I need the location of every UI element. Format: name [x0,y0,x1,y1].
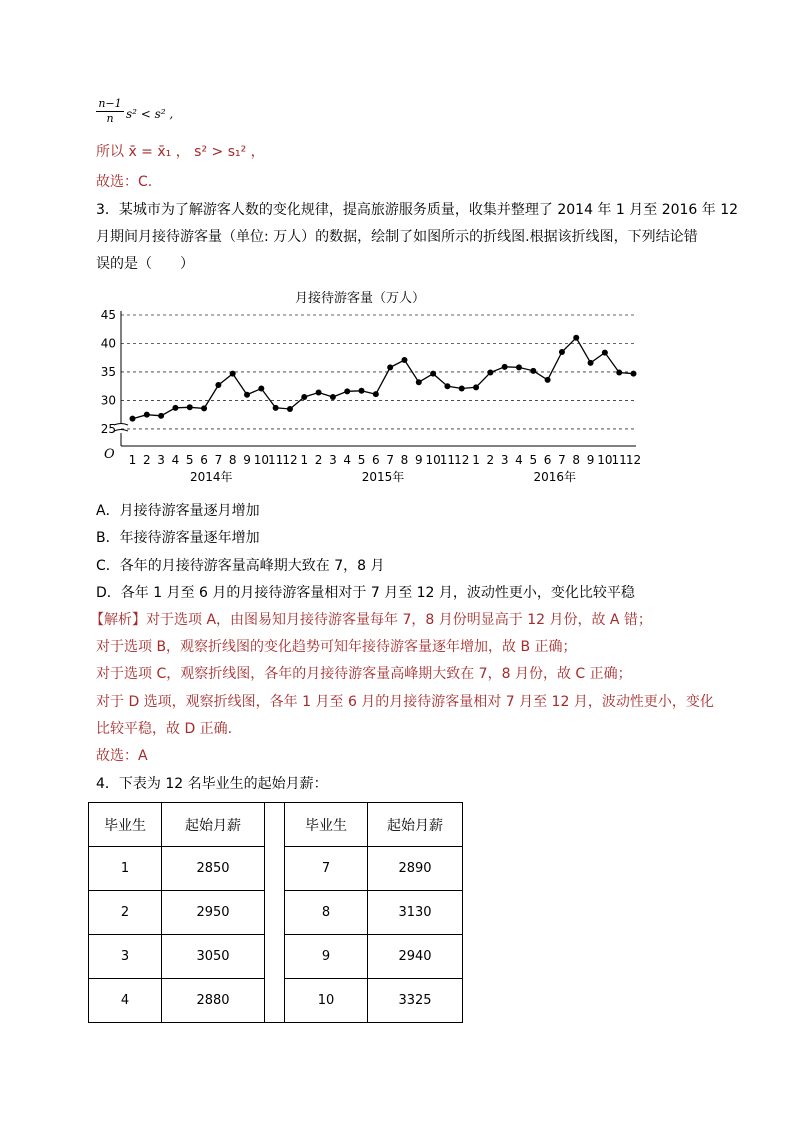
q3-stem-line2: 月期间月接待游客量（单位: 万人）的数据，绘制了如图所示的折线图.根据该折线图，下列结论错 [96,229,698,245]
x-tick-label: 7 [214,453,223,467]
q3-answer: 故选：A [96,748,148,764]
table-gap [265,803,285,1023]
x-tick-label: 10 [597,453,613,467]
q4-stem: 4．下表为 12 名毕业生的起始月薪： [96,776,328,792]
data-point [273,405,279,411]
series-line [133,338,634,419]
x-tick-label: 7 [558,453,566,467]
table-cell: 3050 [162,935,265,979]
data-point [244,392,250,398]
solution-line2: 对于选项 B，观察折线图的变化趋势可知年接待游客量逐年增加，故 B 正确； [96,639,577,655]
option-a: A．月接待游客量逐月增加 [96,503,260,519]
x-tick-label: 2 [314,453,323,467]
solution-tag: 【解析】 [90,612,146,628]
data-point [530,368,536,374]
data-point [473,384,479,390]
data-point [559,349,565,355]
x-tick-label: 1 [472,453,480,467]
fraction-numerator: n−1 [96,97,124,112]
table-cell: 2890 [368,847,463,891]
x-tick-label: 8 [572,453,581,467]
solution-line3: 对于选项 C，观察折线图，各年的月接待游客量高峰期大致在 7，8 月份，故 C 正确； [96,666,632,682]
x-tick-label: 4 [343,453,352,467]
data-point [502,364,508,370]
data-point [401,357,407,363]
table-cell: 4 [89,979,162,1023]
salary-table [88,802,463,1023]
x-tick-label: 11 [611,453,627,467]
data-point [187,404,193,410]
table-cell: 2 [89,891,162,935]
table-cell: 3130 [368,891,463,935]
q3-stem-line1: 3．某城市为了解游客人数的变化规律，提高旅游服务质量，收集并整理了 2014 年 1 月至 2016 年 12 [96,202,739,218]
fraction-denominator: n [106,112,114,125]
header-salary-1: 起始月薪 [162,803,265,847]
x-tick-label: 8 [400,453,409,467]
data-point [344,388,350,394]
data-point [602,350,608,356]
y-tick-label: 45 [100,308,116,322]
x-tick-label: 10 [425,453,441,467]
x-tick-label: 12 [625,453,642,467]
line-chart [96,283,656,488]
header-graduate-1: 毕业生 [89,803,162,847]
option-d: D．各年 1 月至 6 月的月接待游客量相对于 7 月至 12 月，波动性更小，变化比较平稳 [96,585,635,601]
x-tick-label: 6 [372,453,380,467]
table-cell: 3325 [368,979,463,1023]
axis-break-mark [114,430,128,432]
conclusion-line: 所以 x̄ = x̄₁ ， s² > s₁² ， [96,144,265,160]
chart-title: 月接待游客量（万人） [294,291,426,306]
data-point [130,416,136,422]
fraction-n-minus-1-over-n [96,97,124,126]
table-cell: 3 [89,935,162,979]
x-tick-label: 2 [486,453,495,467]
x-tick-label: 3 [329,453,337,467]
data-point [230,371,236,377]
table-cell: 2880 [162,979,265,1023]
data-point [330,394,336,400]
x-tick-label: 6 [200,453,208,467]
y-tick-label: 40 [100,336,116,351]
data-point [387,364,393,370]
x-tick-label: 5 [185,453,194,467]
y-tick-label: 30 [100,393,116,408]
x-tick-label: 8 [228,453,237,467]
x-tick-label: 4 [171,453,180,467]
option-b: B．年接待游客量逐年增加 [96,530,260,546]
x-tick-label: 2 [142,453,151,467]
year-label: 2016年 [533,470,577,484]
data-point [301,394,307,400]
year-label: 2015年 [361,470,405,484]
data-point [444,383,450,389]
q3-stem-line3: 误的是（ ） [96,256,194,272]
header-graduate-2: 毕业生 [285,803,368,847]
x-tick-label: 5 [529,453,538,467]
y-tick-label: 35 [100,364,116,379]
table-cell: 2950 [162,891,265,935]
table-cell: 8 [285,891,368,935]
x-tick-label: 11 [268,453,284,467]
origin-label: O [104,447,115,462]
x-tick-label: 4 [515,453,523,467]
header-salary-2: 起始月薪 [368,803,463,847]
data-point [573,335,579,341]
table-cell: 1 [89,847,162,891]
data-point [373,391,379,397]
table-cell: 2940 [368,935,463,979]
option-c: C．各年的月接待游客量高峰期大致在 7，8 月 [96,558,385,574]
x-tick-label: 10 [253,453,269,467]
data-point [616,370,622,376]
data-point [258,385,264,391]
y-tick-label: 25 [100,421,116,436]
x-tick-label: 6 [543,453,552,467]
x-tick-label: 1 [300,453,309,467]
x-tick-label: 9 [414,453,423,467]
axis-break-mark [114,424,128,426]
inequality-text: s² < s² , [126,107,174,121]
data-point [316,389,322,395]
solution-text1: 对于选项 A，由图易知月接待游客量每年 7，8 月份明显高于 12 月份，故 A 错； [146,612,652,628]
data-point [172,405,178,411]
data-point [144,412,150,418]
data-point [201,405,207,411]
prev-answer: 故选：C. [96,174,153,190]
x-tick-label: 1 [128,453,137,467]
solution-line1 [90,610,652,630]
table-cell: 2850 [162,847,265,891]
data-point [516,364,522,370]
x-tick-label: 12 [282,453,298,467]
x-tick-label: 9 [243,453,251,467]
data-point [287,406,293,412]
table-cell: 9 [285,935,368,979]
x-tick-label: 9 [586,453,595,467]
x-tick-label: 3 [157,453,165,467]
year-label: 2014年 [189,470,233,484]
data-point [545,377,551,383]
table-cell: 10 [285,979,368,1023]
x-tick-label: 11 [439,453,456,467]
data-point [487,370,493,376]
data-point [416,379,422,385]
data-point [631,371,637,377]
solution-line4: 对于 D 选项，观察折线图，各年 1 月至 6 月的月接待游客量相对 7 月至 12 月，波动性更小，变化 [96,694,714,710]
data-point [430,371,436,377]
data-point [158,413,164,419]
table-cell: 7 [285,847,368,891]
x-tick-label: 7 [386,453,394,467]
x-tick-label: 12 [454,453,470,467]
table-header-row [89,803,463,847]
data-point [588,360,594,366]
x-tick-label: 5 [357,453,366,467]
solution-line5: 比较平稳，故 D 正确. [96,721,233,737]
data-point [215,382,221,388]
data-point [359,388,365,394]
data-point [459,385,465,391]
x-tick-label: 3 [500,453,509,467]
